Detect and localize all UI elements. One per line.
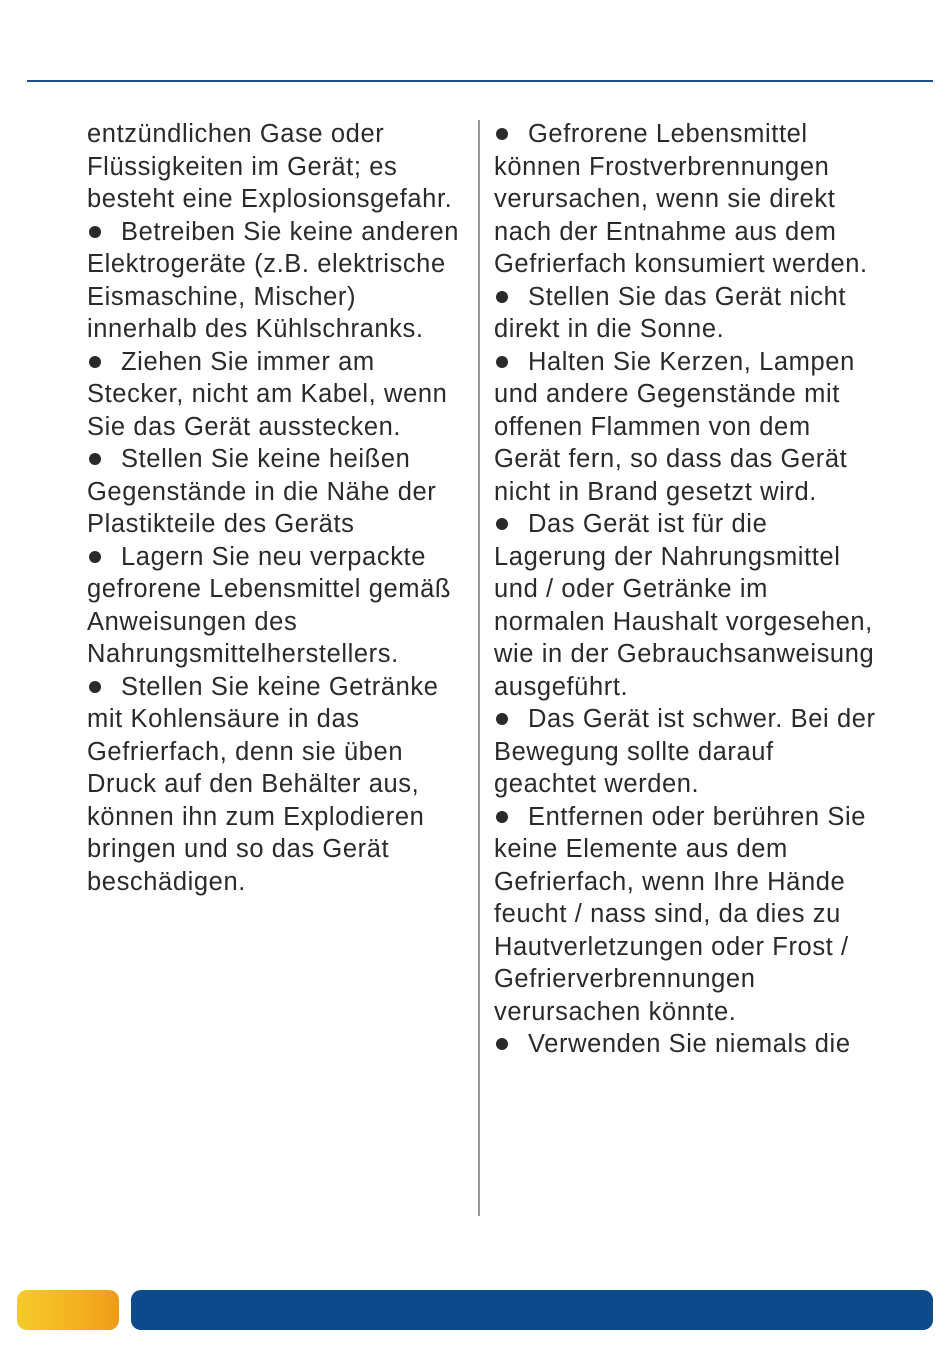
paragraph-text: Stellen Sie das Gerät nicht direkt in die Sonne. xyxy=(494,282,847,343)
right-column xyxy=(494,118,884,1061)
paragraph-text: Stellen Sie keine Getränke mit Kohlensäure in das Gefrierfach, denn sie üben Druck auf den Behälter aus, können ihn zum Explodieren bringen und so das Gerät beschädigen. xyxy=(87,672,439,896)
paragraph-text: Das Gerät ist für die Lagerung der Nahrungsmittel und / oder Getränke im normalen Haushalt vorgesehen, wie in der Gebrauchsanweisung ausgeführt. xyxy=(494,510,875,701)
bullet-icon xyxy=(496,518,508,530)
paragraph-text: entzündlichen Gase oder Flüssigkeiten im Gerät; es besteht eine Explosionsgefahr. xyxy=(87,120,453,213)
bullet-icon xyxy=(496,1038,508,1050)
right-para-0 xyxy=(494,118,884,281)
footer-bar xyxy=(131,1290,933,1330)
paragraph-text: Gefrorene Lebensmittel können Frostverbrennungen verursachen, wenn sie direkt nach der Entnahme aus dem Gefrierfach konsumiert werden. xyxy=(494,120,868,278)
paragraph-text: Halten Sie Kerzen, Lampen und andere Gegenstände mit offenen Flammen von dem Gerät fern, so dass das Gerät nicht in Brand gesetzt wird. xyxy=(494,347,855,506)
right-para-4 xyxy=(494,703,884,801)
bullet-icon xyxy=(496,128,508,140)
bullet-icon xyxy=(496,291,508,303)
bullet-icon xyxy=(89,226,101,238)
paragraph-text: Ziehen Sie immer am Stecker, nicht am Kabel, wenn Sie das Gerät ausstecken. xyxy=(87,347,448,441)
right-para-1 xyxy=(494,281,884,346)
left-para-0 xyxy=(87,118,472,216)
paragraph-text: Stellen Sie keine heißen Gegenstände in die Nähe der Plastikteile des Geräts xyxy=(87,445,437,538)
left-para-5 xyxy=(87,671,472,899)
footer-page-tab xyxy=(17,1290,119,1330)
left-column xyxy=(87,118,472,898)
paragraph-text: Betreiben Sie keine anderen Elektrogeräte (z.B. elektrische Eismaschine, Mischer) innerhalb des Kühlschranks. xyxy=(87,217,460,343)
header-rule xyxy=(27,80,933,82)
paragraph-text: Entfernen oder berühren Sie keine Elemente aus dem Gefrierfach, wenn Ihre Hände feucht / nass sind, da dies zu Hautverletzungen oder Frost / Gefrierverbrennungen verursachen könnte. xyxy=(494,802,867,1026)
bullet-icon xyxy=(89,551,101,563)
right-para-3 xyxy=(494,508,884,703)
right-para-5 xyxy=(494,801,884,1029)
left-para-2 xyxy=(87,346,472,444)
bullet-icon xyxy=(496,713,508,725)
column-divider xyxy=(478,120,480,1216)
bullet-icon xyxy=(89,681,101,693)
left-para-1 xyxy=(87,216,472,346)
left-para-4 xyxy=(87,541,472,671)
right-para-6 xyxy=(494,1028,884,1061)
paragraph-text: Verwenden Sie niemals die xyxy=(528,1030,851,1058)
left-para-3 xyxy=(87,443,472,541)
paragraph-text: Lagern Sie neu verpackte gefrorene Lebensmittel gemäß Anweisungen des Nahrungsmittelherstellers. xyxy=(87,542,452,668)
paragraph-text: Das Gerät ist schwer. Bei der Bewegung sollte darauf geachtet werden. xyxy=(494,705,876,798)
right-para-2 xyxy=(494,346,884,509)
bullet-icon xyxy=(496,356,508,368)
bullet-icon xyxy=(89,453,101,465)
bullet-icon xyxy=(496,811,508,823)
bullet-icon xyxy=(89,356,101,368)
